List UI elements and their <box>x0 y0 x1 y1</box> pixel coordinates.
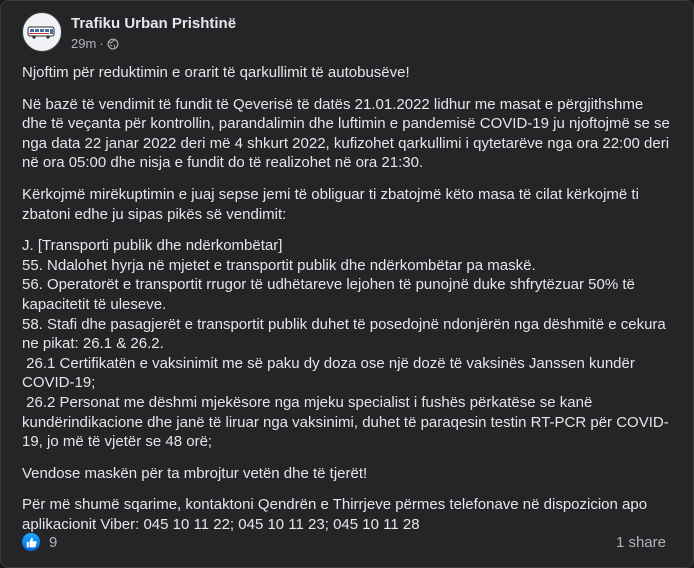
like-icon <box>22 533 40 551</box>
globe-icon[interactable] <box>107 38 119 50</box>
post-timestamp[interactable]: 29m <box>71 36 97 51</box>
post-header-text <box>71 14 236 52</box>
post-paragraph-decision: Në bazë të vendimit të fundit të Qeverisë të datës 21.01.2022 lidhur me masat e përgjithshme dhe të veçanta për kontrollin, parandalimin dhe luftimin e pandemisë COVID-19 ju njoftojmë se se nga data 22 janar 2022 deri më 4 shkurt 2022, kufizohet qarkullimi i qytetarëve nga ora 22:00 deri në ora 05:00 dhe nisja e fundit do të realizohet në ora 21:30. <box>22 95 675 172</box>
reactions-summary[interactable] <box>22 533 57 551</box>
post-header <box>22 12 236 52</box>
meta-separator: · <box>99 36 104 51</box>
share-count[interactable]: 1 share <box>615 533 666 551</box>
post-footer <box>22 531 666 553</box>
page-name-link[interactable]: Trafiku Urban Prishtinë <box>71 15 237 32</box>
post-body <box>22 63 675 546</box>
bus-logo-icon <box>27 25 57 39</box>
post-paragraph-request: Kërkojmë mirëkuptimin e juaj sepse jemi të obliguar ti zbatojmë këto masa të cilat kërkojmë ti zbatoni edhe ju sipas pikës së vendimit: <box>22 185 644 223</box>
page-avatar[interactable] <box>22 12 62 52</box>
post-paragraph-contact: Për më shumë sqarime, kontaktoni Qendrën e Thirrjeve përmes telefonave në dispozicion apo aplikacionit Viber: 045 10 11 22; 045 10 11 23; 045 10 11 28 <box>22 496 652 533</box>
post-paragraph-mask: Vendose maskën për ta mbrojtur vetën dhe të tjerët! <box>22 464 368 482</box>
post-meta <box>71 35 236 52</box>
post-paragraph-measures: J. [Transporti publik dhe ndërkombëtar] 55. Ndalohet hyrja në mjetet e transportit publik dhe ndërkombëtar pa maskë. 56. Operatorët e transportit rrugor të udhëtareve lejohen të punojnë duke shfrytëzuar 50% të kapacitetit të uleseve. 58. Stafi dhe pasagjerët e transportit publik duhet të posedojnë ndonjërën nga dëshmitë e cekura ne pikat: 26.1 & 26.2. 26.1 Certifikatën e vaksinimit me së paku dy doza ose një dozë të vaksinës Janssen kundër COVID-19; 26.2 Personat me dëshmi mjekësore nga mjeku specialist i fushës përkatëse se kanë kundërindikacione dhe janë të liruar nga vaksinimi, duhet të paraqesin testin RT-PCR për COVID-19, jo më të vjetër se 48 orë; <box>22 237 669 451</box>
post-paragraph-headline: Njoftim për reduktimin e orarit të qarkullimit të autobusëve! <box>22 64 410 81</box>
reaction-count: 9 <box>49 533 58 551</box>
